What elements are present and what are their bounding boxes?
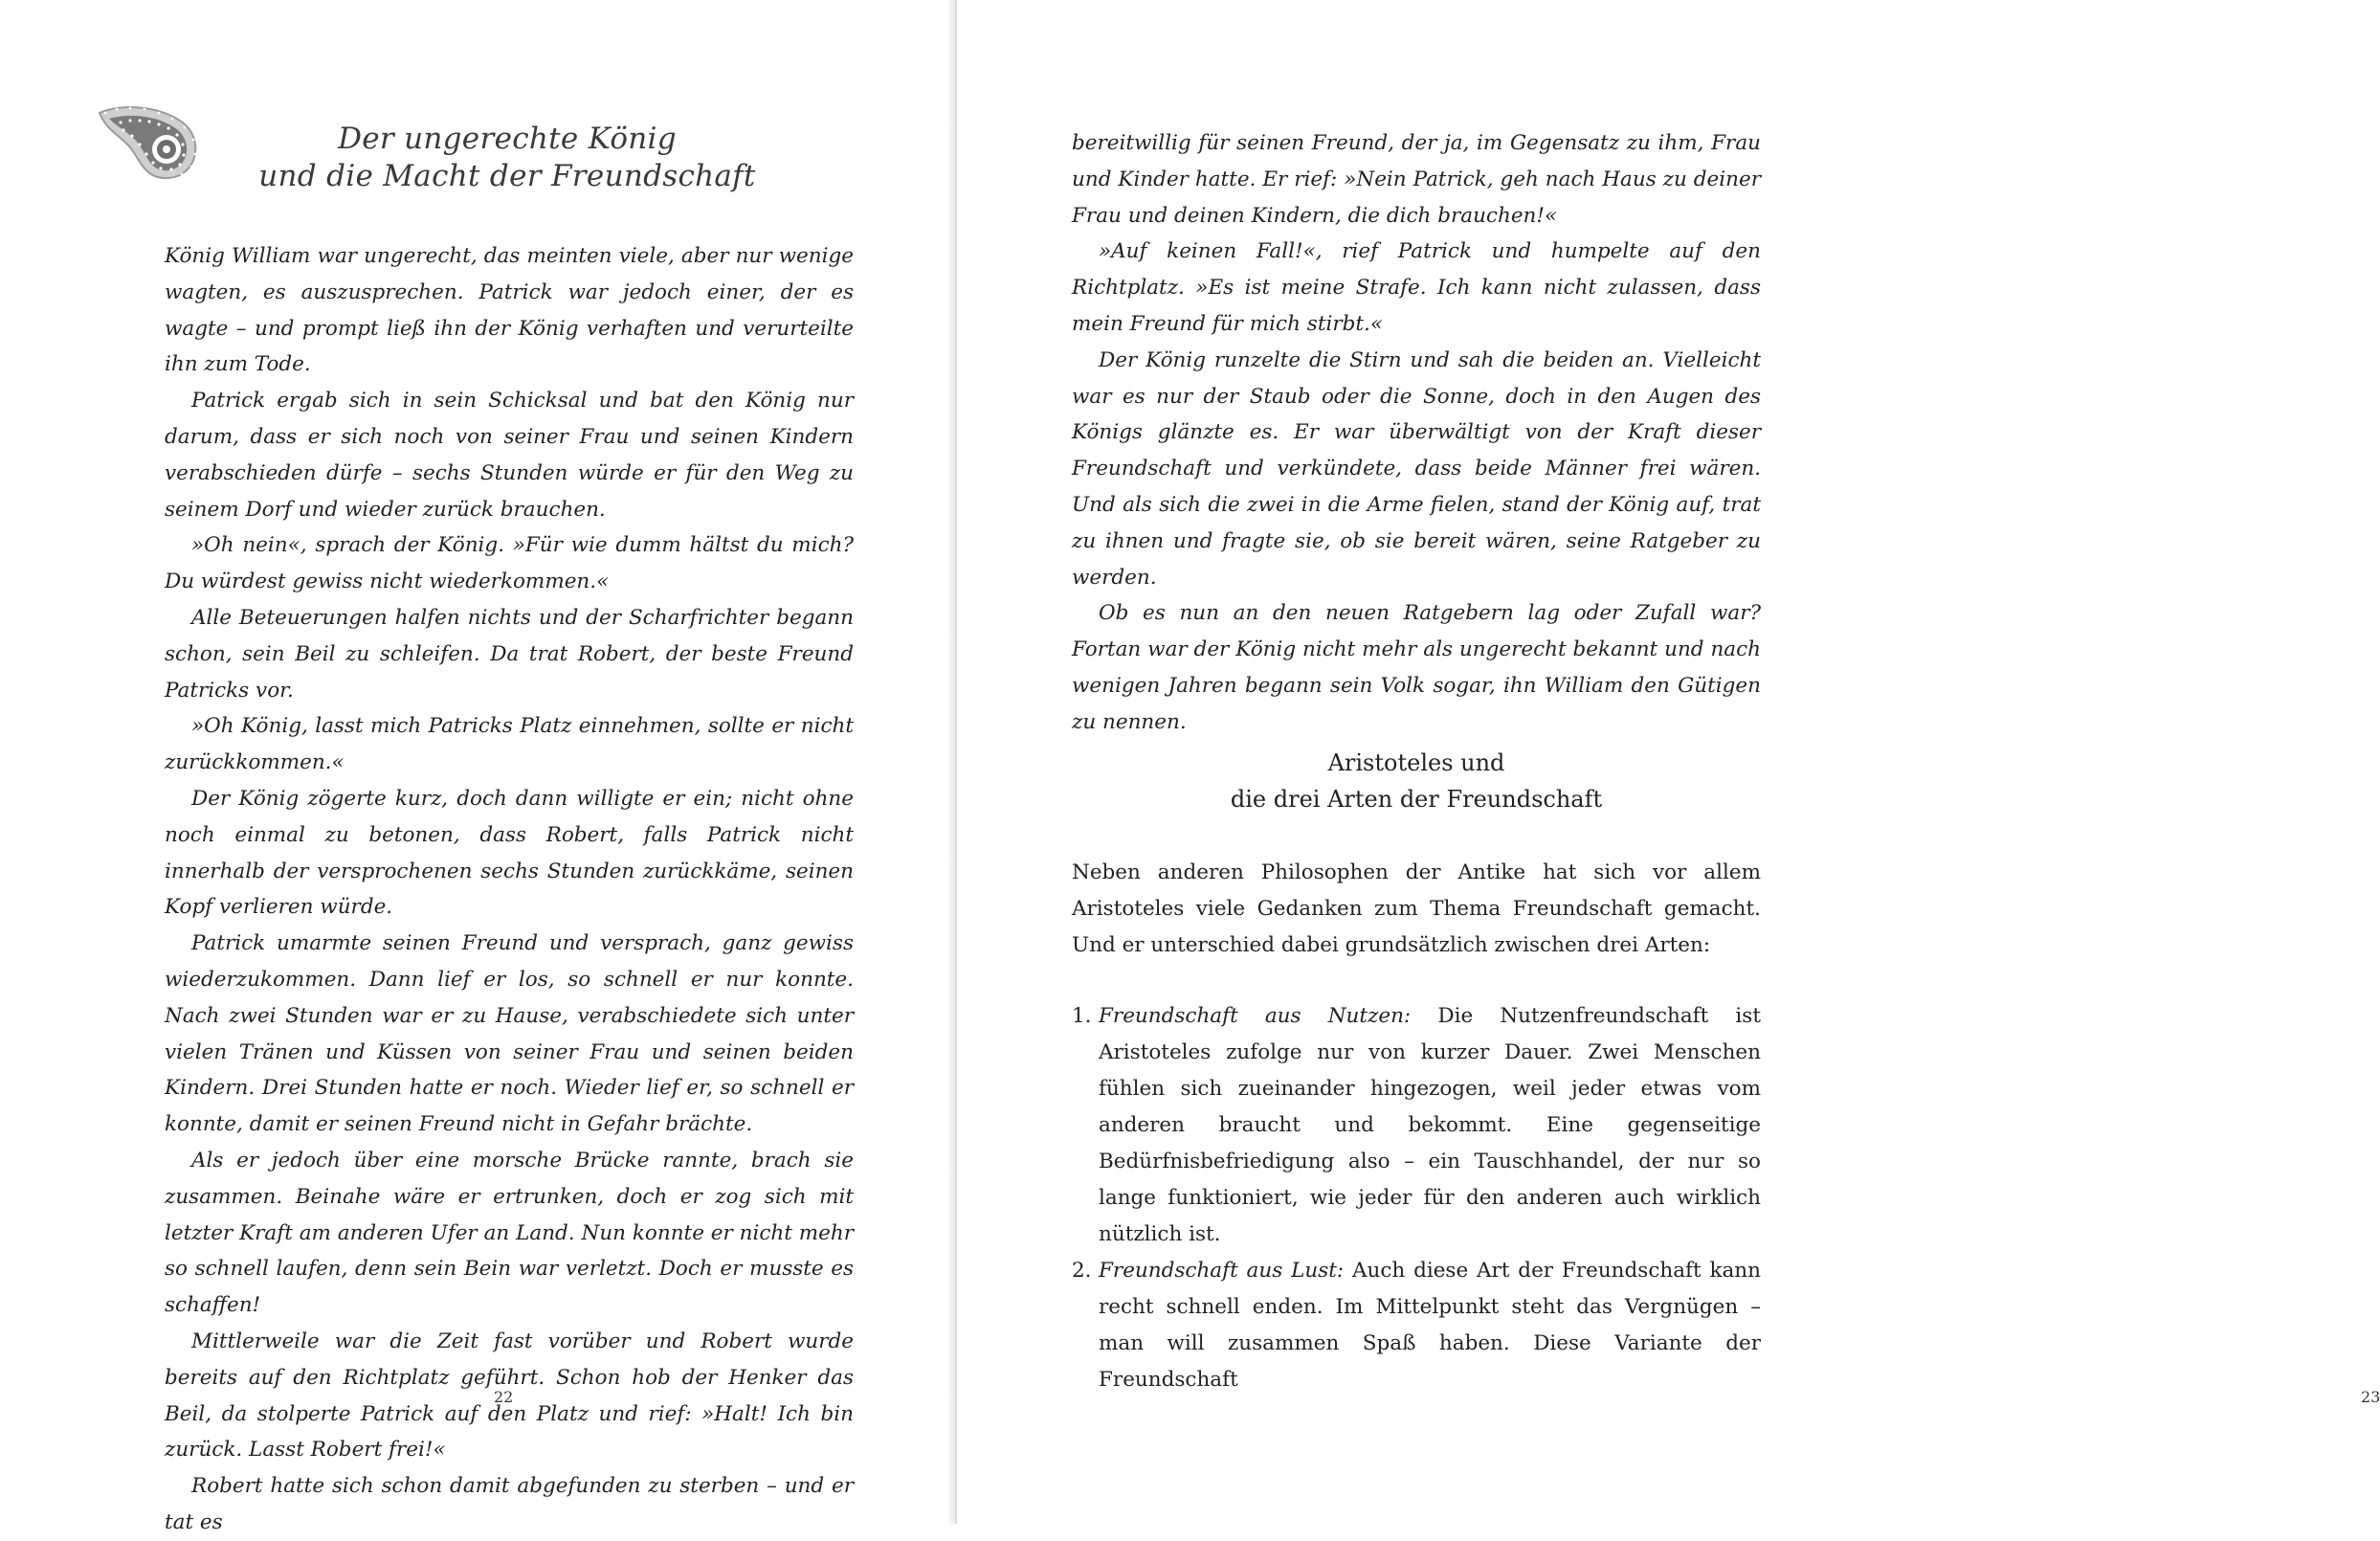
intro-paragraph: Neben anderen Philosophen der Antike hat sich vor allem Aristoteles viele Gedanken zum Thema Freundschaft gemacht. Und er unterschied dabei grundsätzlich zwischen drei Arten: <box>1072 860 1761 957</box>
paragraph: bereitwillig für seinen Freund, der ja, im Gegensatz zu ihm, Frau und Kinder hatte. Er rief: »Nein Patrick, geh nach Haus zu deiner Frau und deinen Kindern, die dich brauchen!« <box>1072 131 1761 228</box>
types-list <box>1072 998 1761 1398</box>
section-intro <box>1072 855 1761 964</box>
section-heading-line1: Aristoteles und <box>1327 749 1505 776</box>
paragraph: »Oh König, lasst mich Patricks Platz einnehmen, sollte er nicht zurückkommen.« <box>165 714 854 775</box>
list-item-number: 2. <box>1072 1259 1092 1283</box>
paragraph: Der König runzelte die Stirn und sah die beiden an. Vielleicht war es nur der Staub oder die Sonne, doch in den Augen des Königs glänzte es. Er war überwältigt von der Kraft dieser Freundschaft und verkündete, dass beide Männer frei wären. Und als sich die zwei in die Arme fielen, stand der König auf, trat zu ihnen und fragte sie, ob sie bereit wären, seine Ratgeber zu werden. <box>1072 347 1761 590</box>
page-number-right: 23 <box>2361 1388 2380 1406</box>
paragraph: »Oh nein«, sprach der König. »Für wie dumm hältst du mich? Du würdest gewiss nicht wiederkommen.« <box>165 533 854 594</box>
list-item-number: 1. <box>1072 1004 1092 1028</box>
story-text-right <box>1072 125 1761 741</box>
paragraph: »Auf keinen Fall!«, rief Patrick und humpelte auf den Richtplatz. »Es ist meine Strafe. Ich kann nicht zulassen, dass mein Freund für mich stirbt.« <box>1072 239 1761 336</box>
story-title-line1: Der ungerechte König <box>338 122 677 156</box>
list-item-text: Die Nutzenfreundschaft ist Aristoteles zufolge nur von kurzer Dauer. Zwei Menschen fühlen sich zueinander hingezogen, weil jeder etwas vom anderen braucht und bekommt. Eine gegenseitige Bedürfnisbefriedigung also – ein Tauschhandel, der nur so lange funktioniert, wie jeder für den anderen auch wirklich nützlich ist. <box>1099 1004 1761 1246</box>
paragraph: Als er jedoch über eine morsche Brücke rannte, brach sie zusammen. Beinahe wäre er ertrunken, doch er zog sich mit letzter Kraft am anderen Ufer an Land. Nun konnte er nicht mehr so schnell laufen, denn sein Bein war verletzt. Doch er musste es schaffen! <box>165 1148 854 1318</box>
paragraph: Robert hatte sich schon damit abgefunden zu sterben – und er tat es <box>165 1474 854 1534</box>
right-page <box>957 0 2380 1524</box>
section-heading <box>1129 745 1703 817</box>
left-page <box>0 0 957 1534</box>
paragraph: Der König zögerte kurz, doch dann willigte er ein; nicht ohne noch einmal zu betonen, dass Robert, falls Patrick nicht innerhalb der versprochenen sechs Stunden zurückkäme, seinen Kopf verlieren würde. <box>165 786 854 920</box>
paragraph: Patrick ergab sich in sein Schicksal und bat den König nur darum, dass er sich noch von seiner Frau und seinen Kindern verabschieden dürfe – sechs Stunden würde er für den Weg zu seinem Dorf und wieder zurück brauchen. <box>165 389 854 522</box>
list-item-term: Freundschaft aus Lust: <box>1099 1259 1345 1283</box>
paragraph: König William war ungerecht, das meinten viele, aber nur wenige wagten, es auszusprechen. Patrick war jedoch einer, der es wagte – und prompt ließ ihn der König verhaften und verurteilte ihn zum Tode. <box>165 244 854 377</box>
story-title-line2: und die Macht der Freundschaft <box>258 159 756 193</box>
list-item-text: Auch diese Art der Freundschaft kann recht schnell enden. Im Mittelpunkt steht das Vergnügen – man will zusammen Spaß haben. Diese Variante der Freundschaft <box>1099 1259 1761 1392</box>
paragraph: Patrick umarmte seinen Freund und versprach, ganz gewiss wiederzukommen. Dann lief er los, so schnell er nur konnte. Nach zwei Stunden war er zu Hause, verabschiedete sich unter vielen Tränen und Küssen von seiner Frau und seinen beiden Kindern. Drei Stunden hatte er noch. Wieder lief er, so schnell er konnte, damit er seinen Freund nicht in Gefahr brächte. <box>165 931 854 1137</box>
list-item <box>1072 998 1761 1253</box>
paragraph: Ob es nun an den neuen Ratgebern lag oder Zufall war? Fortan war der König nicht mehr als ungerecht bekannt und nach wenigen Jahren begann sein Volk sogar, ihn William den Gütigen zu nennen. <box>1072 601 1761 734</box>
paisley-ornament-icon <box>92 101 207 188</box>
story-title <box>239 121 775 195</box>
list-item <box>1072 1253 1761 1398</box>
paragraph: Alle Beteuerungen halfen nichts und der Scharfrichter begann schon, sein Beil zu schleifen. Da trat Robert, der beste Freund Patricks vor. <box>165 605 854 703</box>
story-text-left <box>165 238 854 1541</box>
paragraph: Mittlerweile war die Zeit fast vorüber und Robert wurde bereits auf den Richtplatz geführt. Schon hob der Henker das Beil, da stolperte Patrick auf den Platz und rief: »Halt! Ich bin zurück. Lasst Robert frei!« <box>165 1329 854 1463</box>
list-item-term: Freundschaft aus Nutzen: <box>1099 1004 1412 1028</box>
page-number-left: 22 <box>494 1388 514 1406</box>
section-heading-line2: die drei Arten der Freundschaft <box>1230 786 1603 813</box>
